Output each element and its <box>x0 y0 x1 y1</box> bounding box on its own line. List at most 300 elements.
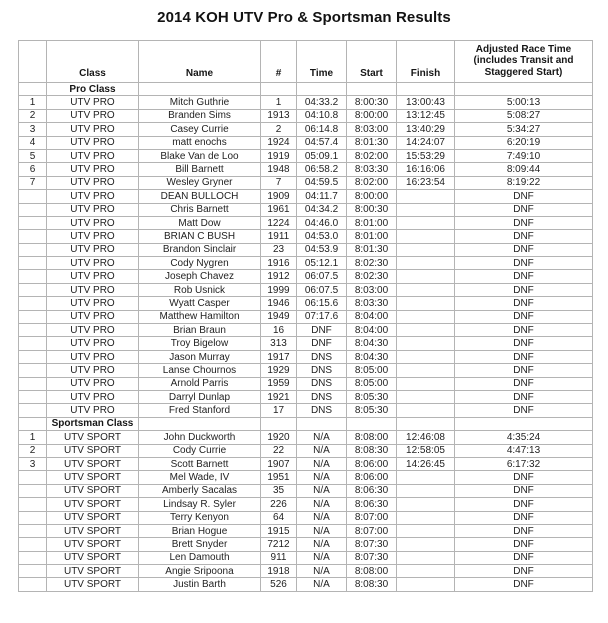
header-rank <box>19 41 47 83</box>
cell-time: DNS <box>297 364 347 377</box>
cell-time: N/A <box>297 444 347 457</box>
cell-rank <box>19 203 47 216</box>
cell-rank <box>19 297 47 310</box>
cell-rank <box>19 310 47 323</box>
cell-name: Amberly Sacalas <box>139 484 261 497</box>
cell-number: 1915 <box>261 524 297 537</box>
cell-adjusted: DNF <box>455 190 593 203</box>
cell-rank <box>19 390 47 403</box>
cell-adjusted <box>455 417 593 430</box>
cell-number: 1946 <box>261 297 297 310</box>
section-row <box>19 417 593 430</box>
table-row <box>19 270 593 283</box>
cell-rank <box>19 578 47 591</box>
cell-adjusted: DNF <box>455 203 593 216</box>
cell-rank <box>19 270 47 283</box>
cell-adjusted: DNF <box>455 216 593 229</box>
cell-name: Bill Barnett <box>139 163 261 176</box>
cell-adjusted: DNF <box>455 498 593 511</box>
results-table-body <box>19 83 593 592</box>
cell-start: 8:08:00 <box>347 431 397 444</box>
cell-name: Darryl Dunlap <box>139 390 261 403</box>
cell-number: 526 <box>261 578 297 591</box>
cell-time: N/A <box>297 551 347 564</box>
cell-adjusted: 5:34:27 <box>455 123 593 136</box>
cell-adjusted: 4:47:13 <box>455 444 593 457</box>
cell-time: 07:17.6 <box>297 310 347 323</box>
cell-number <box>261 417 297 430</box>
cell-finish: 12:58:05 <box>397 444 455 457</box>
table-row <box>19 538 593 551</box>
cell-number: 7212 <box>261 538 297 551</box>
cell-number: 16 <box>261 324 297 337</box>
cell-class: UTV PRO <box>47 123 139 136</box>
cell-time: 04:11.7 <box>297 190 347 203</box>
cell-number: 1920 <box>261 431 297 444</box>
cell-start <box>347 83 397 96</box>
table-row <box>19 176 593 189</box>
cell-finish <box>397 578 455 591</box>
cell-start: 8:05:00 <box>347 364 397 377</box>
cell-name: Fred Stanford <box>139 404 261 417</box>
cell-start: 8:00:30 <box>347 96 397 109</box>
cell-rank: 6 <box>19 163 47 176</box>
cell-time <box>297 83 347 96</box>
cell-finish: 13:00:43 <box>397 96 455 109</box>
cell-finish <box>397 417 455 430</box>
cell-start: 8:00:00 <box>347 190 397 203</box>
cell-adjusted: 8:09:44 <box>455 163 593 176</box>
cell-number: 313 <box>261 337 297 350</box>
cell-number: 1911 <box>261 230 297 243</box>
cell-name <box>139 83 261 96</box>
cell-rank: 1 <box>19 431 47 444</box>
cell-adjusted: DNF <box>455 538 593 551</box>
cell-time: N/A <box>297 498 347 511</box>
cell-start: 8:03:00 <box>347 123 397 136</box>
table-row <box>19 364 593 377</box>
cell-name: matt enochs <box>139 136 261 149</box>
cell-finish <box>397 350 455 363</box>
cell-rank <box>19 324 47 337</box>
cell-finish <box>397 471 455 484</box>
table-row <box>19 310 593 323</box>
cell-start: 8:02:00 <box>347 176 397 189</box>
cell-number: 1959 <box>261 377 297 390</box>
table-row <box>19 109 593 122</box>
cell-number: 1918 <box>261 565 297 578</box>
cell-number: 1917 <box>261 350 297 363</box>
cell-time: 06:07.5 <box>297 270 347 283</box>
cell-time: N/A <box>297 565 347 578</box>
cell-time: 04:59.5 <box>297 176 347 189</box>
cell-adjusted: DNF <box>455 471 593 484</box>
cell-name: DEAN BULLOCH <box>139 190 261 203</box>
cell-finish <box>397 203 455 216</box>
cell-start <box>347 417 397 430</box>
table-row <box>19 565 593 578</box>
cell-name: Matthew Hamilton <box>139 310 261 323</box>
table-row <box>19 149 593 162</box>
table-row <box>19 524 593 537</box>
cell-time: 04:34.2 <box>297 203 347 216</box>
cell-number: 22 <box>261 444 297 457</box>
cell-finish: 16:16:06 <box>397 163 455 176</box>
cell-rank <box>19 498 47 511</box>
cell-name: John Duckworth <box>139 431 261 444</box>
table-row <box>19 283 593 296</box>
cell-name: Mitch Guthrie <box>139 96 261 109</box>
cell-name: Brandon Sinclair <box>139 243 261 256</box>
cell-number: 2 <box>261 123 297 136</box>
cell-finish <box>397 498 455 511</box>
table-row <box>19 350 593 363</box>
cell-time: N/A <box>297 578 347 591</box>
cell-class: UTV SPORT <box>47 484 139 497</box>
cell-start: 8:05:00 <box>347 377 397 390</box>
cell-class: UTV SPORT <box>47 551 139 564</box>
table-row <box>19 390 593 403</box>
cell-start: 8:06:00 <box>347 471 397 484</box>
cell-rank: 4 <box>19 136 47 149</box>
cell-start: 8:07:30 <box>347 538 397 551</box>
table-row <box>19 96 593 109</box>
cell-adjusted: 7:49:10 <box>455 149 593 162</box>
cell-time: N/A <box>297 484 347 497</box>
cell-adjusted: DNF <box>455 350 593 363</box>
cell-number: 35 <box>261 484 297 497</box>
cell-adjusted: DNF <box>455 324 593 337</box>
cell-rank: 2 <box>19 109 47 122</box>
cell-class: UTV SPORT <box>47 578 139 591</box>
cell-name: Brian Braun <box>139 324 261 337</box>
table-row <box>19 578 593 591</box>
cell-name: Chris Barnett <box>139 203 261 216</box>
cell-number: 1924 <box>261 136 297 149</box>
cell-class: UTV SPORT <box>47 511 139 524</box>
cell-rank <box>19 511 47 524</box>
cell-time: 05:12.1 <box>297 257 347 270</box>
cell-class: UTV PRO <box>47 377 139 390</box>
cell-number: 1913 <box>261 109 297 122</box>
table-row <box>19 163 593 176</box>
cell-start: 8:05:30 <box>347 404 397 417</box>
cell-number: 1929 <box>261 364 297 377</box>
cell-number: 1916 <box>261 257 297 270</box>
cell-number: 1912 <box>261 270 297 283</box>
cell-time: DNS <box>297 404 347 417</box>
cell-adjusted: DNF <box>455 511 593 524</box>
cell-class: UTV PRO <box>47 163 139 176</box>
results-table-header <box>19 41 593 83</box>
cell-adjusted: DNF <box>455 310 593 323</box>
table-row <box>19 404 593 417</box>
cell-rank <box>19 551 47 564</box>
cell-time: N/A <box>297 457 347 470</box>
cell-adjusted: DNF <box>455 270 593 283</box>
cell-time: DNS <box>297 350 347 363</box>
cell-class: UTV PRO <box>47 310 139 323</box>
cell-time: DNS <box>297 377 347 390</box>
cell-rank <box>19 283 47 296</box>
cell-start: 8:05:30 <box>347 390 397 403</box>
table-row <box>19 551 593 564</box>
cell-start: 8:08:30 <box>347 578 397 591</box>
cell-adjusted: DNF <box>455 565 593 578</box>
cell-name: Branden Sims <box>139 109 261 122</box>
cell-time: 04:57.4 <box>297 136 347 149</box>
cell-rank <box>19 538 47 551</box>
cell-finish <box>397 310 455 323</box>
cell-class: UTV PRO <box>47 364 139 377</box>
header-time: Time <box>297 41 347 83</box>
cell-start: 8:06:30 <box>347 498 397 511</box>
cell-start: 8:04:30 <box>347 350 397 363</box>
cell-class: UTV PRO <box>47 190 139 203</box>
cell-number: 23 <box>261 243 297 256</box>
table-row <box>19 337 593 350</box>
cell-name: Lanse Chournos <box>139 364 261 377</box>
cell-name: Matt Dow <box>139 216 261 229</box>
cell-finish: 14:26:45 <box>397 457 455 470</box>
cell-adjusted: DNF <box>455 364 593 377</box>
table-row <box>19 230 593 243</box>
cell-adjusted: DNF <box>455 484 593 497</box>
cell-finish <box>397 230 455 243</box>
cell-class: UTV PRO <box>47 283 139 296</box>
cell-adjusted: 5:08:27 <box>455 109 593 122</box>
cell-time: N/A <box>297 538 347 551</box>
cell-number: 1999 <box>261 283 297 296</box>
cell-adjusted: DNF <box>455 377 593 390</box>
cell-finish <box>397 390 455 403</box>
table-row <box>19 216 593 229</box>
table-row <box>19 257 593 270</box>
cell-class: Sportsman Class <box>47 417 139 430</box>
cell-finish <box>397 364 455 377</box>
cell-rank <box>19 216 47 229</box>
table-row <box>19 457 593 470</box>
cell-rank: 3 <box>19 457 47 470</box>
cell-number: 1909 <box>261 190 297 203</box>
table-row <box>19 444 593 457</box>
cell-finish <box>397 190 455 203</box>
cell-time: 06:15.6 <box>297 297 347 310</box>
cell-adjusted: DNF <box>455 283 593 296</box>
cell-name: Angie Sripoona <box>139 565 261 578</box>
table-row <box>19 511 593 524</box>
cell-rank <box>19 565 47 578</box>
cell-name: Rob Usnick <box>139 283 261 296</box>
section-row <box>19 83 593 96</box>
table-row <box>19 243 593 256</box>
cell-adjusted: 6:20:19 <box>455 136 593 149</box>
cell-adjusted: 6:17:32 <box>455 457 593 470</box>
table-row <box>19 484 593 497</box>
cell-class: UTV SPORT <box>47 471 139 484</box>
cell-class: UTV PRO <box>47 270 139 283</box>
cell-time: 04:46.0 <box>297 216 347 229</box>
cell-time: 06:07.5 <box>297 283 347 296</box>
cell-rank <box>19 471 47 484</box>
cell-class: UTV PRO <box>47 350 139 363</box>
cell-name: Joseph Chavez <box>139 270 261 283</box>
cell-adjusted <box>455 83 593 96</box>
header-start: Start <box>347 41 397 83</box>
cell-time: 06:58.2 <box>297 163 347 176</box>
table-row <box>19 123 593 136</box>
cell-rank: 2 <box>19 444 47 457</box>
cell-name: Troy Bigelow <box>139 337 261 350</box>
table-row <box>19 498 593 511</box>
cell-number: 1948 <box>261 163 297 176</box>
header-finish: Finish <box>397 41 455 83</box>
table-row <box>19 190 593 203</box>
cell-number: 226 <box>261 498 297 511</box>
cell-rank <box>19 190 47 203</box>
cell-time: 04:33.2 <box>297 96 347 109</box>
cell-finish: 13:40:29 <box>397 123 455 136</box>
cell-start: 8:02:30 <box>347 270 397 283</box>
cell-rank <box>19 377 47 390</box>
cell-finish: 13:12:45 <box>397 109 455 122</box>
table-row <box>19 136 593 149</box>
cell-name: Brett Snyder <box>139 538 261 551</box>
cell-start: 8:06:00 <box>347 457 397 470</box>
cell-name: Blake Van de Loo <box>139 149 261 162</box>
cell-name: Jason Murray <box>139 350 261 363</box>
cell-name: Cody Currie <box>139 444 261 457</box>
cell-finish <box>397 283 455 296</box>
cell-name: Justin Barth <box>139 578 261 591</box>
cell-number: 1224 <box>261 216 297 229</box>
cell-number: 1921 <box>261 390 297 403</box>
cell-start: 8:07:00 <box>347 524 397 537</box>
cell-adjusted: DNF <box>455 551 593 564</box>
cell-start: 8:03:30 <box>347 163 397 176</box>
cell-class: Pro Class <box>47 83 139 96</box>
cell-finish <box>397 484 455 497</box>
cell-adjusted: DNF <box>455 257 593 270</box>
cell-number: 1907 <box>261 457 297 470</box>
cell-number <box>261 83 297 96</box>
cell-class: UTV PRO <box>47 257 139 270</box>
cell-start: 8:02:30 <box>347 257 397 270</box>
table-row <box>19 203 593 216</box>
cell-class: UTV PRO <box>47 203 139 216</box>
cell-finish <box>397 324 455 337</box>
cell-number: 1961 <box>261 203 297 216</box>
cell-finish <box>397 297 455 310</box>
cell-start: 8:00:00 <box>347 109 397 122</box>
cell-class: UTV PRO <box>47 149 139 162</box>
cell-name: BRIAN C BUSH <box>139 230 261 243</box>
cell-start: 8:08:00 <box>347 565 397 578</box>
cell-name: Cody Nygren <box>139 257 261 270</box>
cell-name: Wyatt Casper <box>139 297 261 310</box>
cell-time: DNS <box>297 390 347 403</box>
cell-adjusted: DNF <box>455 230 593 243</box>
cell-adjusted: 5:00:13 <box>455 96 593 109</box>
cell-time: 04:53.9 <box>297 243 347 256</box>
cell-finish: 14:24:07 <box>397 136 455 149</box>
cell-name: Terry Kenyon <box>139 511 261 524</box>
header-row <box>19 41 593 83</box>
cell-rank <box>19 484 47 497</box>
cell-name: Scott Barnett <box>139 457 261 470</box>
cell-adjusted: DNF <box>455 297 593 310</box>
cell-start: 8:06:30 <box>347 484 397 497</box>
cell-rank <box>19 230 47 243</box>
cell-start: 8:07:30 <box>347 551 397 564</box>
cell-start: 8:01:00 <box>347 230 397 243</box>
cell-class: UTV PRO <box>47 176 139 189</box>
cell-rank: 5 <box>19 149 47 162</box>
cell-number: 17 <box>261 404 297 417</box>
cell-class: UTV PRO <box>47 230 139 243</box>
cell-name: Brian Hogue <box>139 524 261 537</box>
cell-adjusted: 4:35:24 <box>455 431 593 444</box>
header-number: # <box>261 41 297 83</box>
cell-class: UTV PRO <box>47 96 139 109</box>
cell-number: 1919 <box>261 149 297 162</box>
cell-rank <box>19 404 47 417</box>
cell-adjusted: DNF <box>455 243 593 256</box>
cell-finish <box>397 404 455 417</box>
cell-start: 8:07:00 <box>347 511 397 524</box>
cell-number: 1951 <box>261 471 297 484</box>
cell-start: 8:02:00 <box>347 149 397 162</box>
cell-time: 05:09.1 <box>297 149 347 162</box>
cell-start: 8:03:00 <box>347 283 397 296</box>
cell-finish <box>397 337 455 350</box>
cell-finish: 12:46:08 <box>397 431 455 444</box>
cell-name: Wesley Gryner <box>139 176 261 189</box>
cell-class: UTV PRO <box>47 404 139 417</box>
results-table <box>18 40 593 592</box>
cell-start: 8:04:00 <box>347 310 397 323</box>
cell-rank: 3 <box>19 123 47 136</box>
cell-number: 911 <box>261 551 297 564</box>
cell-finish <box>397 243 455 256</box>
cell-adjusted: 8:19:22 <box>455 176 593 189</box>
cell-start: 8:08:30 <box>347 444 397 457</box>
cell-name: Mel Wade, IV <box>139 471 261 484</box>
cell-name: Casey Currie <box>139 123 261 136</box>
cell-finish <box>397 377 455 390</box>
header-name: Name <box>139 41 261 83</box>
cell-start: 8:01:30 <box>347 243 397 256</box>
cell-rank <box>19 257 47 270</box>
cell-finish: 15:53:29 <box>397 149 455 162</box>
cell-rank <box>19 350 47 363</box>
table-row <box>19 297 593 310</box>
cell-class: UTV PRO <box>47 324 139 337</box>
cell-time: N/A <box>297 511 347 524</box>
cell-rank <box>19 417 47 430</box>
cell-adjusted: DNF <box>455 404 593 417</box>
cell-number: 1949 <box>261 310 297 323</box>
table-row <box>19 431 593 444</box>
cell-class: UTV PRO <box>47 109 139 122</box>
cell-finish <box>397 565 455 578</box>
cell-finish <box>397 524 455 537</box>
cell-class: UTV SPORT <box>47 444 139 457</box>
cell-adjusted: DNF <box>455 337 593 350</box>
cell-class: UTV PRO <box>47 136 139 149</box>
cell-name: Len Damouth <box>139 551 261 564</box>
cell-finish <box>397 257 455 270</box>
